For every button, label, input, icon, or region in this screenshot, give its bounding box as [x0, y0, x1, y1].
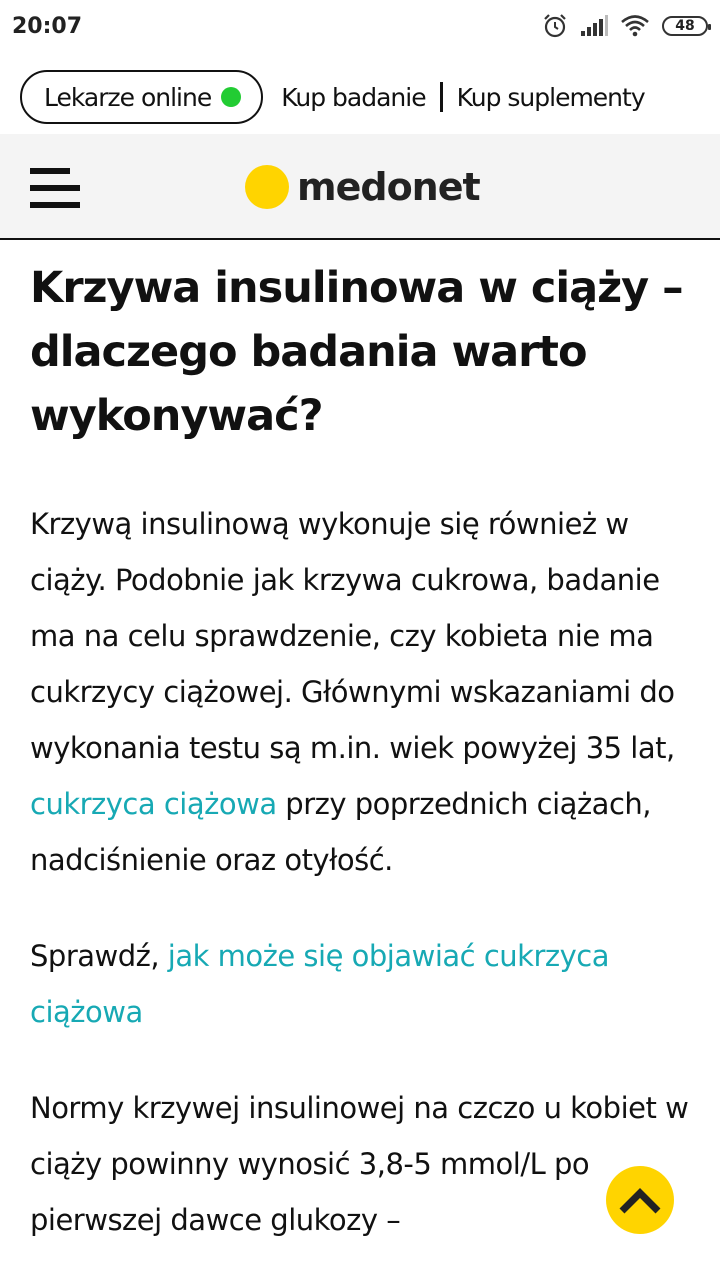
article-paragraph-1	[30, 496, 690, 888]
doctors-online-label: Lekarze online	[44, 82, 212, 112]
wifi-icon	[620, 15, 650, 37]
logo-dot-icon	[245, 165, 289, 209]
paragraph-text: Krzywą insulinową wykonuje się również w ciąży. Podobnie jak krzywa cukrowa, badanie ma na celu sprawdzenie, czy kobieta nie ma cukrzycy ciążowej. Głównymi wskazaniami do wykonania testu są m.in. wiek powyżej 35 lat,	[30, 507, 675, 765]
signal-icon	[580, 15, 608, 37]
top-navigation	[0, 62, 720, 132]
article-paragraph-3: Normy krzywej insulinowej na czczo u kobiet w ciąży powinny wynosić 3,8-5 mmol/L po pierwszej dawce glukozy –	[30, 1091, 689, 1237]
buy-test-link[interactable]: Kup badanie	[281, 82, 426, 112]
diabetes-symptoms-link[interactable]: jak może się objawiać cukrzyca ciążowa	[30, 939, 609, 1029]
site-header	[0, 134, 720, 240]
alarm-icon	[542, 13, 568, 39]
doctors-online-button[interactable]	[20, 70, 263, 124]
logo-text: medonet	[297, 165, 480, 209]
scroll-to-top-button[interactable]	[606, 1166, 674, 1234]
article-content	[30, 256, 690, 1248]
chevron-up-icon	[618, 1185, 662, 1215]
article-title: Krzywa insulinowa w ciąży – dlaczego badania warto wykonywać?	[30, 263, 683, 441]
paragraph-text: Sprawdź,	[30, 939, 168, 973]
article-paragraph-2	[30, 928, 690, 1040]
paragraph-text: przy poprzednich ciążach, nadciśnienie oraz otyłość.	[30, 787, 651, 877]
online-status-dot-icon	[221, 87, 241, 107]
status-icons	[542, 13, 708, 39]
medonet-logo[interactable]	[245, 162, 480, 212]
buy-supplements-link[interactable]: Kup suplementy	[456, 82, 645, 112]
status-bar	[0, 0, 720, 52]
menu-hamburger-icon[interactable]	[30, 168, 80, 208]
battery-indicator: 48	[662, 16, 708, 36]
gestational-diabetes-link[interactable]: cukrzyca ciążowa	[30, 787, 277, 821]
nav-separator	[440, 82, 443, 112]
status-time: 20:07	[12, 13, 83, 39]
